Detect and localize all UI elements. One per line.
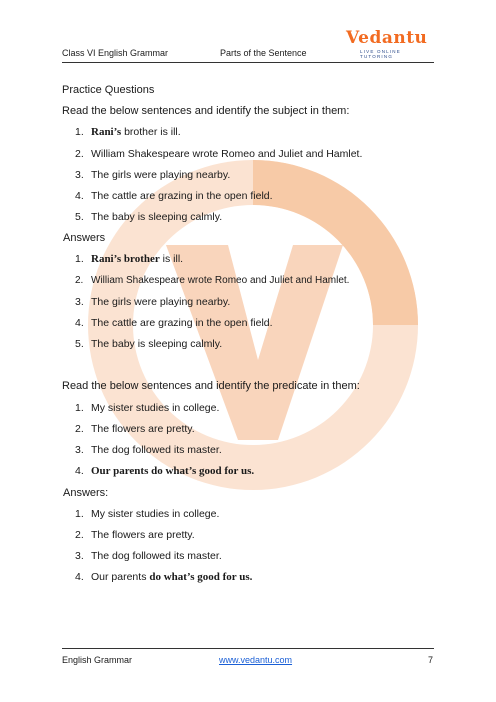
item-number: 1. xyxy=(75,402,84,414)
item-number: 3. xyxy=(75,444,84,456)
list-item xyxy=(75,253,183,265)
item-text: is ill. xyxy=(159,253,184,265)
bold-text: do what’s good for us. xyxy=(149,571,253,583)
logo-word: Vedantu xyxy=(346,28,428,48)
list-item xyxy=(75,465,254,477)
item-text: The girls were playing nearby. xyxy=(91,169,231,181)
header-divider xyxy=(62,62,434,63)
item-number: 2. xyxy=(75,148,84,160)
list-item xyxy=(75,275,349,286)
item-number: 1. xyxy=(75,126,84,138)
list-item xyxy=(75,423,195,435)
item-number: 2. xyxy=(75,423,84,435)
item-number: 5. xyxy=(75,211,84,223)
list-item xyxy=(75,126,181,138)
list-item xyxy=(75,148,362,160)
item-number: 2. xyxy=(75,529,84,541)
section2-instruction: Read the below sentences and identify the predicate in them: xyxy=(62,380,360,392)
bold-text: Our parents do what’s good for us. xyxy=(91,465,255,477)
item-number: 1. xyxy=(75,253,84,265)
list-item xyxy=(75,211,222,223)
item-text: The dog followed its master. xyxy=(91,550,222,562)
item-text: My sister studies in college. xyxy=(91,508,220,520)
item-number: 4. xyxy=(75,571,84,583)
logo-tagline: LIVE ONLINE TUTORING xyxy=(360,49,401,59)
footer-divider xyxy=(62,648,434,649)
item-text: The cattle are grazing in the open field. xyxy=(91,190,273,202)
item-text: brother is ill. xyxy=(121,126,181,138)
item-number: 4. xyxy=(75,317,84,329)
bold-text: Rani’s xyxy=(91,126,122,138)
item-text: The dog followed its master. xyxy=(91,444,222,456)
item-number: 2. xyxy=(75,275,84,286)
item-number: 5. xyxy=(75,338,84,350)
bold-text: Rani’s brother xyxy=(91,253,160,265)
item-number: 3. xyxy=(75,169,84,181)
item-text: Our parents xyxy=(91,571,150,583)
item-number: 4. xyxy=(75,465,84,477)
item-text: The baby is sleeping calmly. xyxy=(91,211,223,223)
page-number: 7 xyxy=(428,655,434,665)
list-item xyxy=(75,317,273,329)
item-text: William Shakespeare wrote Romeo and Juliet and Hamlet. xyxy=(91,275,350,286)
list-item xyxy=(75,444,222,456)
list-item xyxy=(75,508,219,520)
section1-instruction: Read the below sentences and identify the subject in them: xyxy=(62,105,350,117)
list-item xyxy=(75,338,222,350)
list-item xyxy=(75,402,219,414)
item-number: 3. xyxy=(75,550,84,562)
item-number: 4. xyxy=(75,190,84,202)
footer-subject: English Grammar xyxy=(62,655,133,665)
header-chapter-title: Parts of the Sentence xyxy=(220,48,307,58)
item-number: 3. xyxy=(75,296,84,308)
list-item xyxy=(75,169,230,181)
item-text: The baby is sleeping calmly. xyxy=(91,338,223,350)
item-text: The flowers are pretty. xyxy=(91,529,195,541)
answers-label: Answers: xyxy=(63,487,109,499)
list-item xyxy=(75,190,273,202)
list-item xyxy=(75,296,230,308)
item-text: My sister studies in college. xyxy=(91,402,220,414)
list-item xyxy=(75,550,222,562)
item-text: The flowers are pretty. xyxy=(91,423,195,435)
footer-website-link[interactable]: www.vedantu.com xyxy=(219,655,293,665)
item-text: The girls were playing nearby. xyxy=(91,296,231,308)
header-course-title: Class VI English Grammar xyxy=(62,48,169,58)
vedantu-logo xyxy=(346,30,432,60)
item-number: 1. xyxy=(75,508,84,520)
list-item xyxy=(75,571,252,583)
item-text: William Shakespeare wrote Romeo and Juliet and Hamlet. xyxy=(91,148,363,160)
practice-title: Practice Questions xyxy=(62,84,155,96)
answers-label: Answers xyxy=(63,232,106,244)
item-text: The cattle are grazing in the open field. xyxy=(91,317,273,329)
list-item xyxy=(75,529,195,541)
